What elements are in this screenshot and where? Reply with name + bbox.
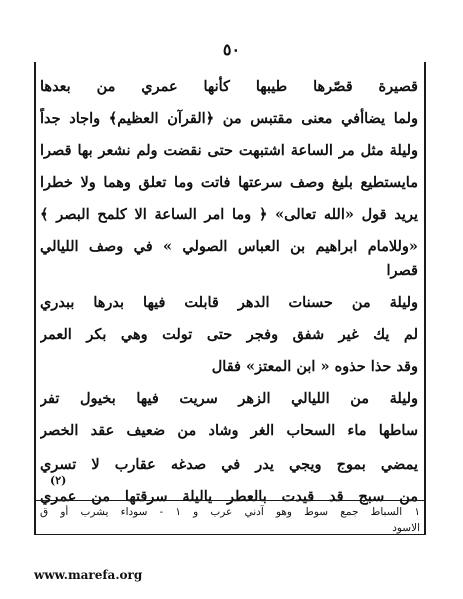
text-line: وليلة من حسنات الدهر قابلت فيها بدرها ببدري	[40, 294, 418, 311]
website-link[interactable]: www.marefa.org	[34, 568, 143, 582]
text-line: وقد حذا حذوه « ابن المعتز» فقال	[211, 358, 418, 375]
page-number: ٥٠	[222, 40, 241, 59]
footnote-marker: (٢)	[50, 474, 67, 487]
text-line: قصرا	[386, 262, 418, 279]
footnote-line: ١ السباط جمع سوط وهو آدني عرب و ١ - سوداء يشرب أو ق	[40, 506, 420, 518]
text-line: «وللامام ابراهيم بن العباس الصولي » في وصف الليالي	[40, 238, 418, 255]
text-line: قصيرة قصّرها طيبها كأنها عمري من بعدها	[40, 78, 418, 95]
text-line: وليلة مثل مر الساعة اشتبهت حتى نقضت ولم نشعر بها قصرا	[40, 142, 418, 159]
text-line: يريد قول «الله تعالى» ﴿ وما امر الساعة الا كلمح البصر ﴾	[40, 206, 418, 223]
text-line: ولما يضاأفي معنى مقتبس من ﴿القرآن العظيم﴾ واجاد جداً	[40, 110, 418, 127]
text-line: مايستطيع بليغ وصف سرعتها فاتت وما تعلق وهما ولا خطرا	[40, 174, 418, 191]
text-line: لم يك غير شفق وفجر حتى تولت وهي بكر العمر	[40, 326, 418, 343]
text-line: ساطها ماء السحاب الغر وشاد من ضعيف عقد الخصر	[40, 422, 418, 439]
text-line: يمضي بموج ويجي يدر في صدغه عقارب لا تسري	[40, 456, 418, 473]
footnote-line: الاسود	[392, 522, 420, 534]
text-line: من سبج قد قيدت بالعطر ياليلة سرقتها من عمري	[40, 488, 418, 505]
text-line: وليلة من الليالي الزهر سريت فيها بخيول تفر	[40, 390, 418, 407]
footnote-divider	[36, 500, 424, 501]
